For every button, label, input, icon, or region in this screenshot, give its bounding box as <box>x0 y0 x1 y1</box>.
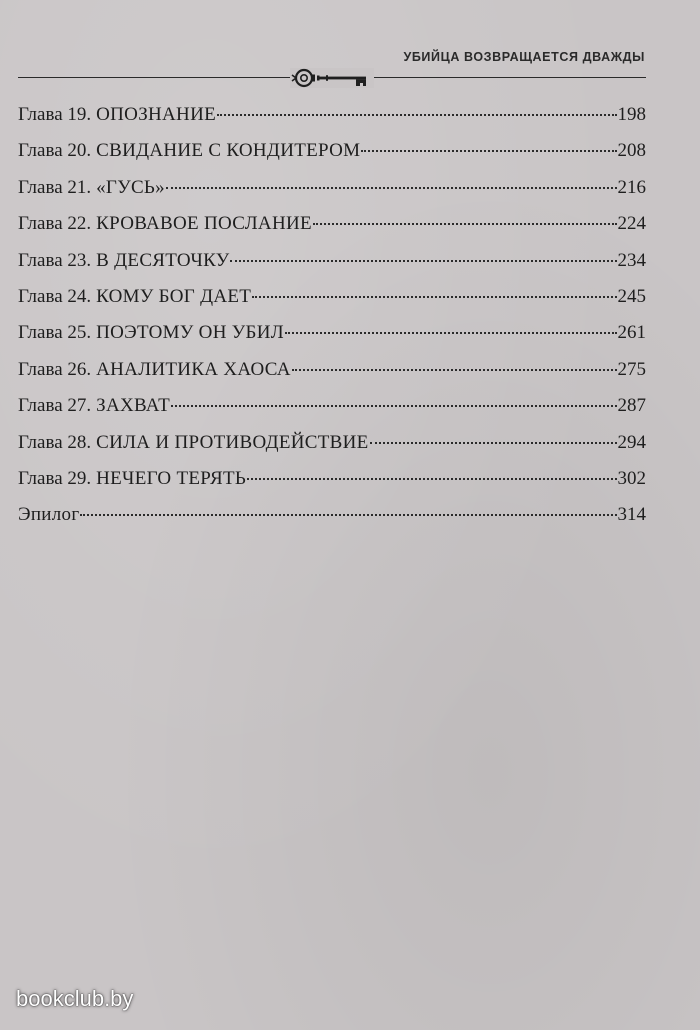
toc-chapter-number: Глава 29. <box>18 467 92 489</box>
toc-page-number: 245 <box>617 285 646 307</box>
toc-page-number: 314 <box>617 504 646 526</box>
toc-entry <box>18 359 646 395</box>
toc-chapter-title: «ГУСЬ» <box>96 176 165 198</box>
toc-page-number: 234 <box>617 249 646 271</box>
toc-epilogue-title: Эпилог <box>18 504 80 526</box>
toc-entry <box>18 432 646 468</box>
toc-chapter-title: КОМУ БОГ ДАЕТ <box>96 285 252 307</box>
toc-chapter-number: Глава 19. <box>18 104 92 125</box>
toc-entry <box>18 140 646 176</box>
toc-entry-label <box>18 504 79 526</box>
dot-leader <box>230 260 616 262</box>
toc-page-number: 216 <box>617 176 646 198</box>
dot-leader <box>171 405 616 407</box>
toc-chapter-number: Глава 27. <box>18 395 92 417</box>
dot-leader <box>252 296 616 298</box>
toc-chapter-title: ОПОЗНАНИЕ <box>96 104 216 125</box>
watermark: bookclub.by <box>16 986 134 1011</box>
toc-entry <box>18 104 646 140</box>
toc-entry-label <box>18 177 165 199</box>
toc-page-number: 198 <box>617 104 646 125</box>
toc-entry <box>18 322 646 358</box>
toc-entry <box>18 468 646 504</box>
toc-chapter-number: Глава 21. <box>18 176 92 198</box>
dot-leader <box>361 150 616 152</box>
toc-page-number: 302 <box>617 467 646 489</box>
table-of-contents <box>18 104 646 541</box>
dot-leader <box>292 369 617 371</box>
toc-chapter-number: Глава 22. <box>18 213 92 235</box>
dot-leader <box>285 332 617 334</box>
toc-chapter-number: Глава 25. <box>18 322 92 344</box>
toc-chapter-number: Глава 28. <box>18 431 92 453</box>
toc-page-number: 208 <box>617 140 646 162</box>
toc-entry-label <box>18 250 229 272</box>
toc-entry-label <box>18 104 216 126</box>
toc-chapter-title: ЗАХВАТ <box>96 395 171 417</box>
toc-chapter-number: Глава 23. <box>18 249 92 271</box>
toc-chapter-title: В ДЕСЯТОЧКУ <box>96 249 230 271</box>
toc-entry <box>18 395 646 431</box>
toc-page-number: 224 <box>617 213 646 235</box>
running-head: УБИЙЦА ВОЗВРАЩАЕТСЯ ДВАЖДЫ <box>403 50 645 64</box>
toc-chapter-number: Глава 26. <box>18 358 92 380</box>
toc-page-number: 261 <box>617 322 646 344</box>
toc-chapter-title: АНАЛИТИКА ХАОСА <box>96 358 291 380</box>
dot-leader <box>166 187 617 189</box>
dot-leader <box>313 223 617 225</box>
toc-page-number: 287 <box>617 395 646 417</box>
dot-leader <box>247 478 616 480</box>
toc-page-number: 294 <box>617 431 646 453</box>
toc-entry-label <box>18 322 284 344</box>
toc-entry <box>18 250 646 286</box>
toc-entry-epilogue <box>18 504 646 540</box>
toc-entry-label <box>18 432 369 454</box>
toc-chapter-title: КРОВАВОЕ ПОСЛАНИЕ <box>96 213 312 235</box>
toc-entry-label <box>18 395 170 417</box>
toc-entry <box>18 213 646 249</box>
toc-chapter-title: ПОЭТОМУ ОН УБИЛ <box>96 322 284 344</box>
toc-chapter-number: Глава 24. <box>18 285 92 307</box>
dot-leader <box>370 442 617 444</box>
toc-entry <box>18 177 646 213</box>
toc-entry-label <box>18 286 251 308</box>
toc-entry-label <box>18 468 246 490</box>
dot-leader <box>217 114 617 116</box>
toc-chapter-title: НЕЧЕГО ТЕРЯТЬ <box>96 467 247 489</box>
dot-leader <box>80 514 616 516</box>
toc-chapter-number: Глава 20. <box>18 140 92 162</box>
toc-page-number: 275 <box>617 358 646 380</box>
toc-chapter-title: СВИДАНИЕ С КОНДИТЕРОМ <box>96 140 361 162</box>
toc-entry-label <box>18 213 312 235</box>
toc-entry-label <box>18 359 291 381</box>
toc-chapter-title: СИЛА И ПРОТИВОДЕЙСТВИЕ <box>96 431 369 453</box>
key-icon <box>290 68 374 88</box>
toc-entry-label <box>18 140 360 162</box>
toc-entry <box>18 286 646 322</box>
